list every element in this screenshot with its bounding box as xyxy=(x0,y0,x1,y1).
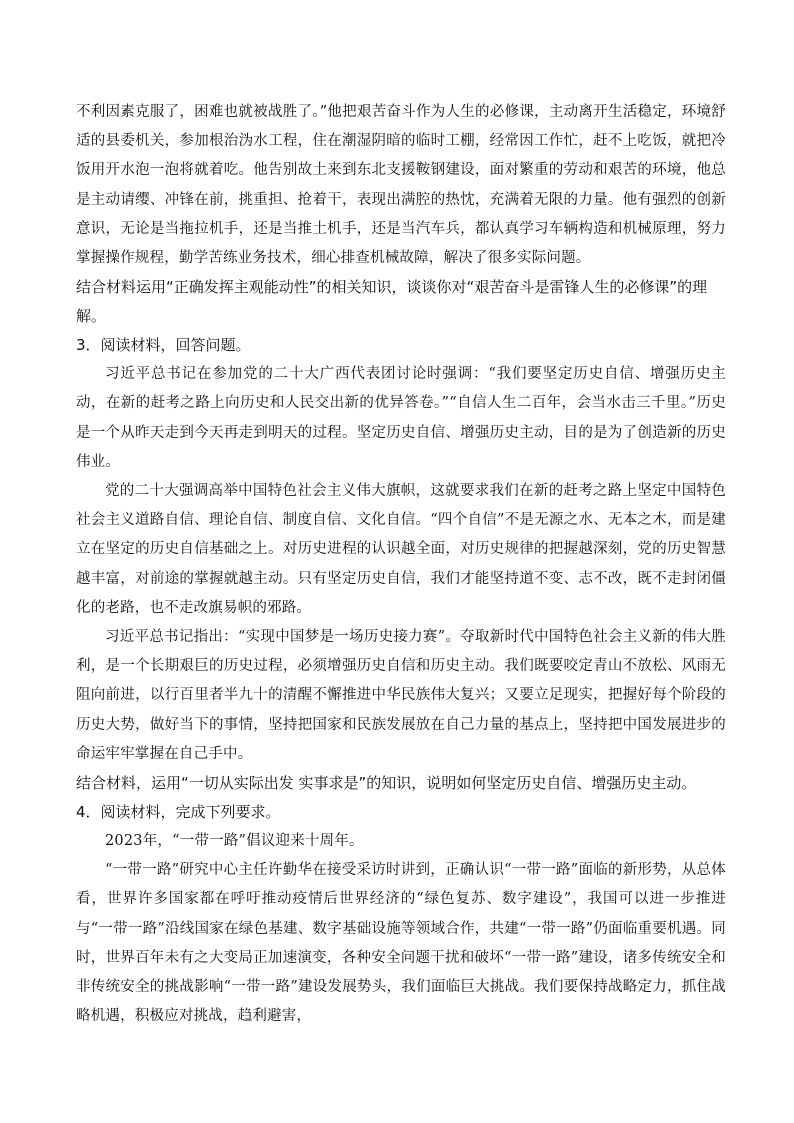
material-paragraph: 不利因素克服了，困难也就被战胜了。”他把艰苦奋斗作为人生的必修课，主动离开生活稳定，环境舒适的县委机关，参加根治沩水工程，住在潮湿阴暗的临时工棚，经常因工作忙，赶不上吃饭，就把冷饭用开水泡一泡将就着吃。他告别故土来到东北支援鞍钢建设，面对繁重的劳动和艰苦的环境，他总是主动请缨、冲锋在前，挑重担、抢着干，表现出满腔的热忱，充满着无限的力量。他有强烈的创新意识，无论是当拖拉机手，还是当推土机手，还是当汽车兵，都认真学习车辆构造和机械原理，努力掌握操作规程，勤学苦练业务技术，细心排查机械故障，解决了很多实际问题。 xyxy=(76,104,726,267)
question-text: 结合材料运用“正确发挥主观能动性”的相关知识，谈谈你对“艰苦奋斗是雷锋人生的必修课”的理解。 xyxy=(76,278,708,326)
material-paragraph: 2023年，“一带一路”倡议迎来十周年。 xyxy=(105,833,364,850)
question-heading: 3．阅读材料，回答问题。 xyxy=(76,336,251,355)
question-heading: 4．阅读材料，完成下列要求。 xyxy=(76,803,281,822)
material-paragraph: 习近平总书记在参加党的二十大广西代表团讨论时强调：“我们要坚定历史自信、增强历史主动，在新的赶考之路上向历史和人民交出新的优异答卷。”“自信人生二百年，会当水击三千里。”历史是一个从昨天走到今天再走到明天的过程。坚定历史自信、增强历史主动，目的是为了创造新的历史伟业。 xyxy=(76,366,726,470)
material-paragraph: 习近平总书记指出：“实现中国梦是一场历史接力赛”。夺取新时代中国特色社会主义新的伟大胜利，是一个长期艰巨的历史过程，必须增强历史自信和历史主动。我们既要咬定青山不放松、风雨无阻向前进，以行百里者半九十的清醒不懈推进中华民族伟大复兴；又要立足现实，把握好每个阶段的历史大势，做好当下的事情，坚持把国家和民族发展放在自己力量的基点上，坚持把中国发展进步的命运牢牢掌握在自己手中。 xyxy=(76,629,726,762)
material-paragraph: “一带一路”研究中心主任许勤华在接受采访时讲到，正确认识“一带一路”面临的新形势，从总体看，世界许多国家都在呼吁推动疫情后世界经济的“绿色复苏、数字建设”，我国可以进一步推进与“一带一路”沿线国家在绿色基建、数字基础设施等领域合作，共建“一带一路”仍面临重要机遇。同时，世界百年未有之大变局正加速演变，各种安全问题干扰和破坏“一带一路”建设，诸多传统安全和非传统安全的挑战影响“一带一路”建设发展势头，我们面临巨大挑战。我们要保持战略定力，抓住战略机遇，积极应对挑战，趋利避害， xyxy=(76,862,726,1025)
question-text: 结合材料，运用“一切从实际出发 实事求是”的知识，说明如何坚定历史自信、增强历史主动。 xyxy=(76,774,697,793)
material-paragraph: 党的二十大强调高举中国特色社会主义伟大旗帜，这就要求我们在新的赶考之路上坚定中国特色社会主义道路自信、理论自信、制度自信、文化自信。“四个自信”不是无源之水、无本之木，而是建立在坚定的历史自信基础之上。对历史进程的认识越全面，对历史规律的把握越深刻，党的历史智慧越丰富，对前途的掌握就越主动。只有坚定历史自信，我们才能坚持道不变、志不改，既不走封闭僵化的老路，也不走改旗易帜的邪路。 xyxy=(76,483,726,616)
document-page xyxy=(76,98,726,1031)
